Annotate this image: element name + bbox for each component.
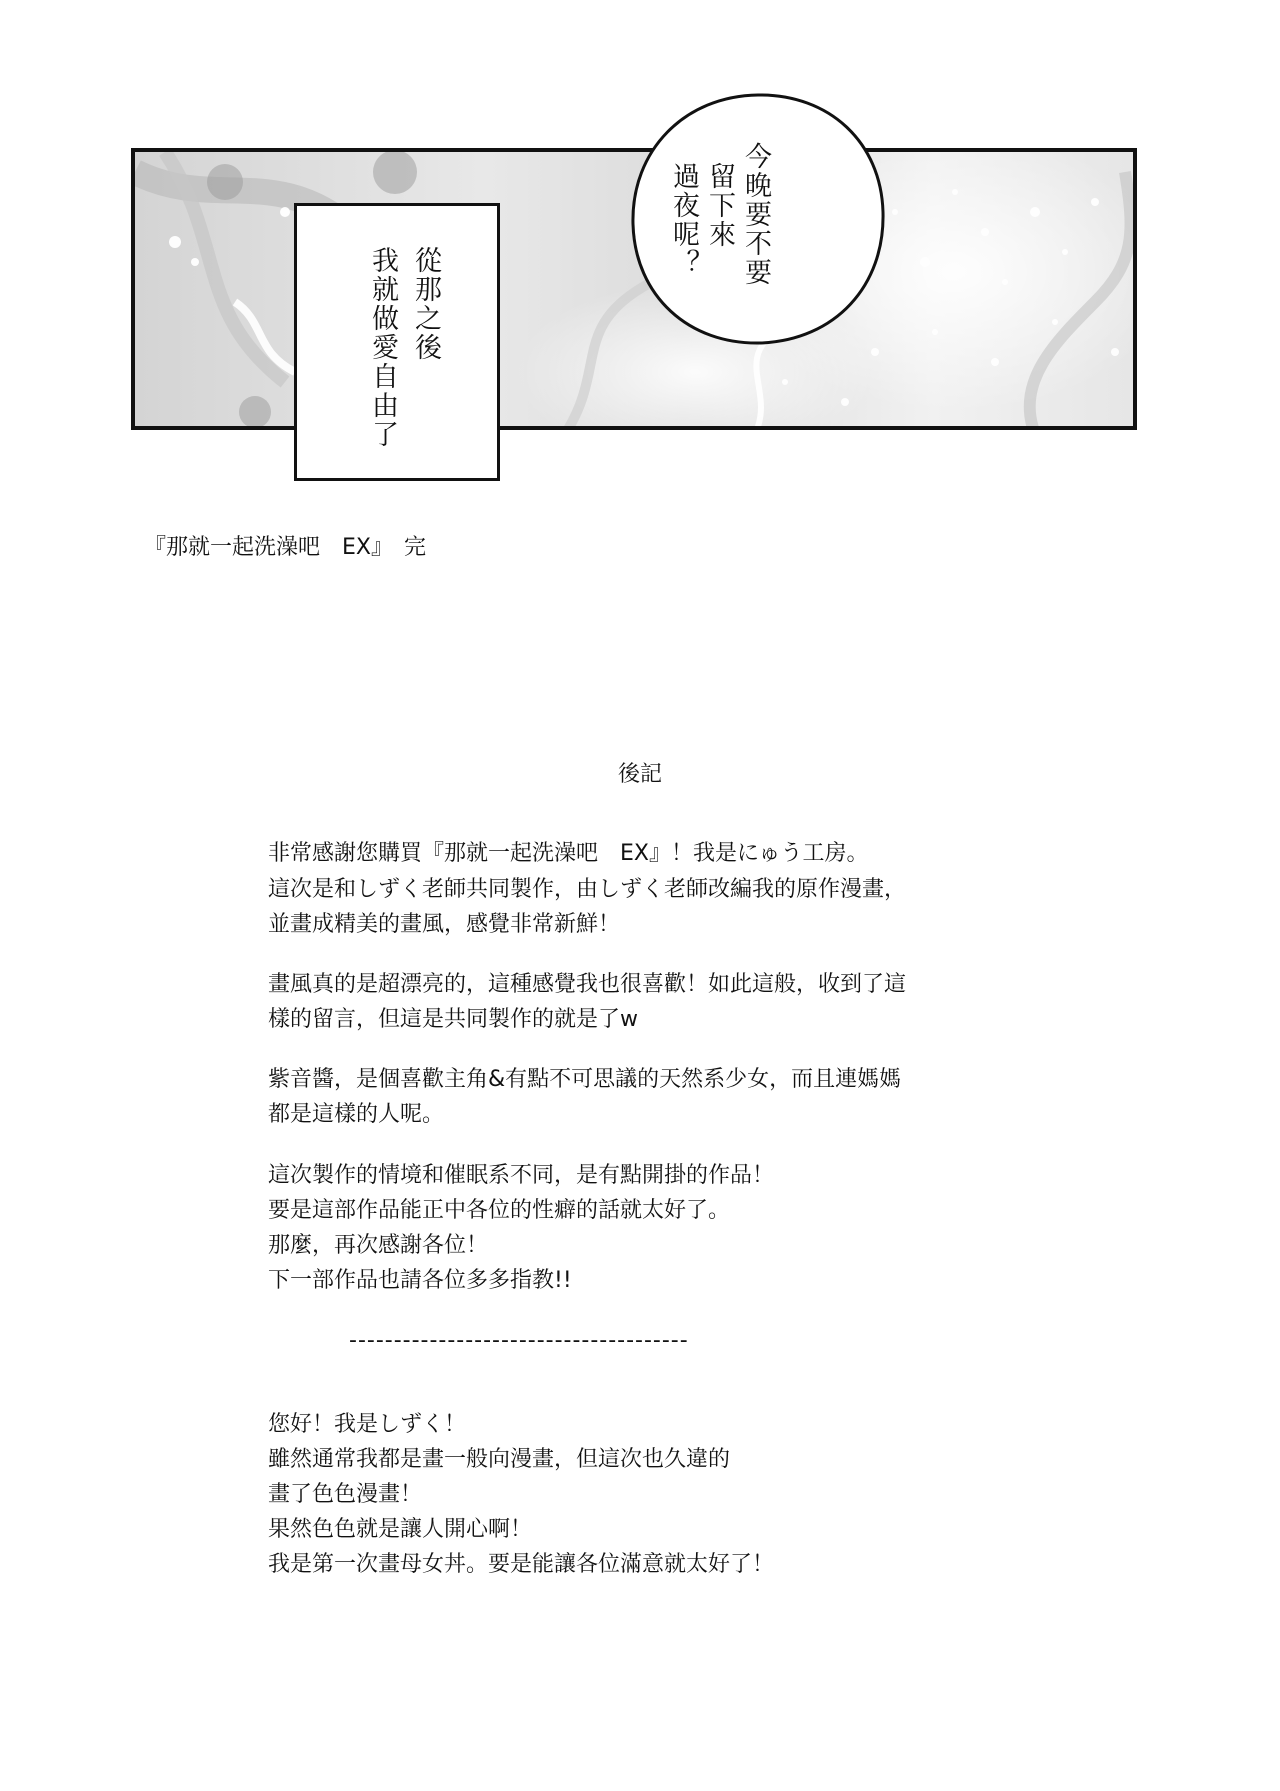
- caption-column-2: 我就做愛自由了: [367, 246, 398, 449]
- afterword-line: 樣的留言，但這是共同製作的就是了w: [268, 1007, 638, 1032]
- afterword-line: 您好！我是しずく！: [268, 1412, 467, 1437]
- afterword-line: 非常感謝您購買『那就一起洗澡吧 EX』！我是にゅう工房。: [268, 841, 869, 866]
- afterword-line: 要是這部作品能正中各位的性癖的話就太好了。: [268, 1198, 731, 1223]
- bubble-column-3: 過夜呢？: [668, 162, 699, 278]
- afterword-line: 這次是和しずく老師共同製作，由しずく老師改編我的原作漫畫，: [268, 877, 907, 902]
- afterword-line: 這次製作的情境和催眠系不同，是有點開掛的作品！: [268, 1163, 775, 1188]
- afterword-line: 畫風真的是超漂亮的，這種感覺我也很喜歡！如此這般，收到了這: [268, 972, 907, 997]
- afterword-line: 都是這樣的人呢。: [268, 1102, 445, 1127]
- story-end-line: 『那就一起洗澡吧 EX』 完: [144, 535, 426, 560]
- afterword-line: 那麼，再次感謝各位！: [268, 1233, 489, 1258]
- afterword-line: 我是第一次畫母女丼。要是能讓各位滿意就太好了！: [268, 1552, 775, 1577]
- afterword-separator: --------------------------------------: [349, 1328, 689, 1353]
- bubble-column-1: 今晚要不要: [740, 142, 771, 287]
- afterword-line: 下一部作品也請各位多多指教!!: [268, 1268, 572, 1293]
- narration-caption-box: [294, 203, 500, 481]
- afterword-line: 並畫成精美的畫風，感覺非常新鮮！: [268, 912, 621, 937]
- afterword-line: 紫音醬，是個喜歡主角&有點不可思議的天然系少女，而且連媽媽: [268, 1067, 902, 1092]
- afterword-title: 後記: [617, 762, 662, 787]
- bubble-column-2: 留下來: [704, 162, 735, 249]
- speech-bubble: [629, 90, 887, 348]
- afterword-line: 果然色色就是讓人開心啊！: [268, 1517, 533, 1542]
- afterword-line: 畫了色色漫畫！: [268, 1482, 423, 1507]
- afterword-line: 雖然通常我都是畫一般向漫畫，但這次也久違的: [268, 1447, 731, 1472]
- caption-column-1: 從那之後: [410, 246, 441, 362]
